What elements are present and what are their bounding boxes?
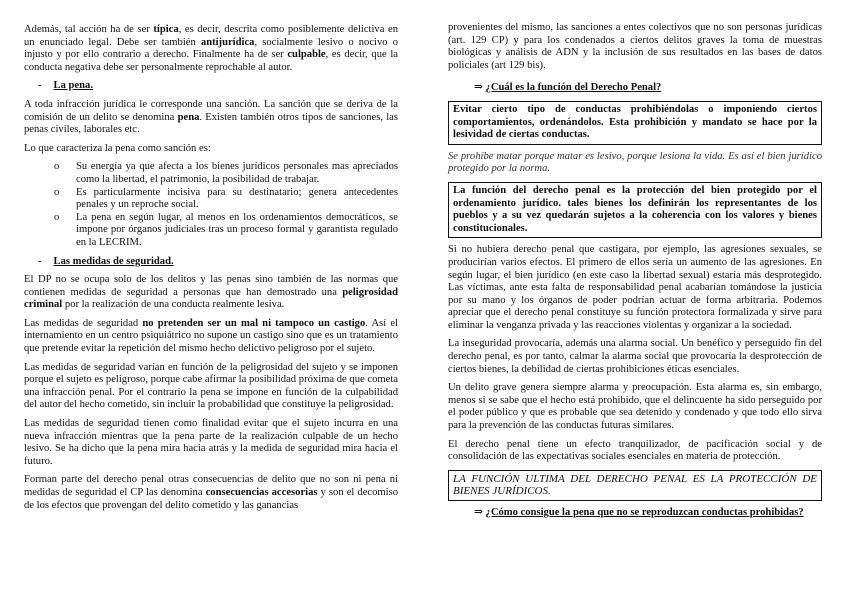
- heading-medidas-seguridad: [38, 256, 398, 269]
- question-pena: [474, 507, 822, 520]
- arrow-icon: ⇒: [474, 82, 483, 94]
- right-column: [448, 22, 822, 526]
- text: Además, tal acción ha de ser: [24, 24, 154, 35]
- text: Forman parte del derecho penal otras consecuencias de delito que no son ni pena ni medidas de seguridad el CP las denomina: [24, 474, 398, 498]
- text: . Así el internamiento en un centro psiquiátrico no supone un castigo sino que es un tratamiento que pretende evitar la repetición del mismo hecho delictivo peligroso por el sujeto.: [24, 317, 398, 355]
- heading-text: La pena.: [53, 80, 93, 92]
- bold-tipica: típica: [153, 24, 179, 35]
- paragraph-caracteriza: Lo que caracteriza la pena como sanción es:: [24, 142, 211, 154]
- paragraph-no-castigo: [24, 318, 398, 356]
- paragraph-dp: [24, 274, 398, 312]
- boxed-funcion: La función del derecho penal es la protección del bien protegido por el ordenamiento jurídico. tales bienes los definirán los representantes de los pueblos y a su vez quedarán sujetos a la coherencia con los valores y bienes constitucionales.: [448, 182, 822, 238]
- paragraph-tranquilizador: El derecho penal tiene un efecto tranquilizador, de pacificación social y de consolidación de las expectativas sociales esenciales en materia de protección.: [448, 438, 822, 463]
- text: , es decir, que la conducta negativa debe ser personalmente reprochable al autor.: [24, 49, 399, 73]
- left-column: [24, 24, 398, 518]
- question-text: ¿Cómo consigue la pena que no se reproduzcan conductas prohibidas?: [485, 507, 804, 518]
- dash-marker: -: [38, 255, 42, 267]
- bold-consecuencias: consecuencias accesorias: [205, 487, 318, 498]
- heading-la-pena: [38, 80, 398, 93]
- bold-pena: pena: [177, 111, 200, 123]
- paragraph-finalidad: Las medidas de seguridad tienen como finalidad evitar que el sujeto incurra en una nueva infracción mientras que la pena parte de la realización culpable de un hecho lesivo. Se ha dicho que la pena mira hacia atrás y la medida de seguridad mira hacia el futuro.: [24, 418, 398, 467]
- boxed-definition: Evitar cierto tipo de conductas prohibiéndolas o imponiendo ciertos comportamientos, ordenándolos. Esta prohibición y mandato se hace por la lesividad de ciertas conductas.: [448, 101, 822, 145]
- dash-marker: -: [38, 80, 42, 92]
- paragraph-alarma: Un delito grave genera siempre alarma y preocupación. Esta alarma es, sin embargo, menos si se sabe que el hecho está prohibido, que el delincuente ha sido perseguido por el poder público y que es probable que sea detenido y condenado y que todo ello sirva para la prevención de las conductas futuras similares.: [448, 382, 822, 432]
- text: A toda infracción jurídica le corresponde una sanción. La sanción que se deriva de la comisión de un delito se denomina: [24, 98, 398, 123]
- text: , socialmente lesivo o nocivo o injusto y por ello contrario a derecho. Finalmente ha de ser: [24, 36, 398, 61]
- bold-peligrosidad: peligrosidad criminal: [24, 286, 398, 311]
- heading-text: Las medidas de seguridad.: [53, 255, 174, 267]
- paragraph-inseguridad: La inseguridad provocaría, además una alarma social. Un benéfico y perseguido fin del derecho penal, es por tanto, calmar la alarma social que provocaría la desprotección de ciertos bienes, la debilidad de ciertas prohibiciones éticas esenciales.: [448, 338, 822, 375]
- bold-culpable: culpable: [287, 49, 326, 61]
- bullet-item: o Su energía ya que afecta a los bienes jurídicos personales mas apreciados como la libertad, el patrimonio, la posibilidad de trabajar.: [76, 161, 398, 186]
- question-text: ¿Cuál es la función del Derecho Penal?: [485, 82, 662, 94]
- text: Las medidas de seguridad: [24, 317, 143, 329]
- question-funcion: [474, 82, 822, 95]
- bullet-list: [24, 161, 398, 249]
- text: y son el decomiso de los efectos que provengan del delito cometido y las ganancias: [24, 487, 398, 511]
- paragraph-sancion: [24, 99, 398, 137]
- bold-no-castigo: no pretenden ser un mal ni tampoco un castigo: [142, 317, 366, 329]
- paragraph-provenientes: provenientes del mismo, las sanciones a entes colectivos que no son personas jurídicas (art. 129 CP) y para los condenados a ciertos delitos graves la toma de muestras biológicas y análisis de ADN y la inclusión de sus resultados en las bases de datos policiales (art 129 bis).: [448, 22, 822, 71]
- text: por la realización de una conducta realmente lesiva.: [62, 299, 285, 311]
- paragraph-varian: Las medidas de seguridad varían en función de la peligrosidad del sujeto y se imponen porque el sujeto es peligroso, porque cabe afirmar la posibilidad próxima de que cometa una infracción penal. Por el contrario la pena se impone en función de la culpabilidad del autor del hecho cometido, sin incluir la probabilidad que constituye la peligrosidad.: [24, 361, 398, 411]
- bullet-item: o Es particularmente incisiva para su destinatario; genera antecedentes penales y un reproche social.: [76, 187, 398, 212]
- text: , es decir, descrita como posiblemente delictiva en un enunciado legal. Debe ser también: [24, 24, 398, 48]
- paragraph-tipica: [24, 24, 398, 74]
- bold-antijuridica: antijurídica: [200, 36, 255, 48]
- bullet-item: o La pena en según lugar, al menos en los ordenamientos democráticos, se impone por órganos judiciales tras un proceso formal y garantista regulado en la LECRIM.: [76, 212, 398, 250]
- boxed-funcion-ultima: LA FUNCIÓN ULTIMA DEL DERECHO PENAL ES LA PROTECCIÓN DE BIENES JURÍDICOS.: [448, 470, 822, 501]
- italic-example: Se prohíbe matar porque matar es lesivo, porque lesiona la vida. Es así el bien jurídico protegido por la norma.: [448, 150, 822, 175]
- arrow-icon: ⇒: [474, 507, 483, 518]
- text: El DP no se ocupa solo de los delitos y las penas sino también de las normas que contienen medidas de seguridad a personas que han demostrado una: [24, 274, 398, 298]
- text: . Existen también otros tipos de sanciones, las penas civiles, laborales etc.: [24, 111, 398, 136]
- paragraph-consecuencias: [24, 474, 398, 512]
- paragraph-agresiones: Si no hubiera derecho penal que castigara, por ejemplo, las agresiones sexuales, se producirían varios efectos. El primero de ellos sería un aumento de las agresiones. En según lugar, el bien jurídico (en este caso la libertad sexual) estaría más desprotegido. Las víctimas, ante esta falta de responsabilidad penal acabarían tomándose la justicia por su mano y los órganos de poder podrían actuar de forma arbitraria. Podemos apreciar que el derecho penal constituye su función protectora formalizada y sirve para eliminar la venganza privada y las reacciones violentas y organizar a la sociedad.: [448, 244, 822, 331]
